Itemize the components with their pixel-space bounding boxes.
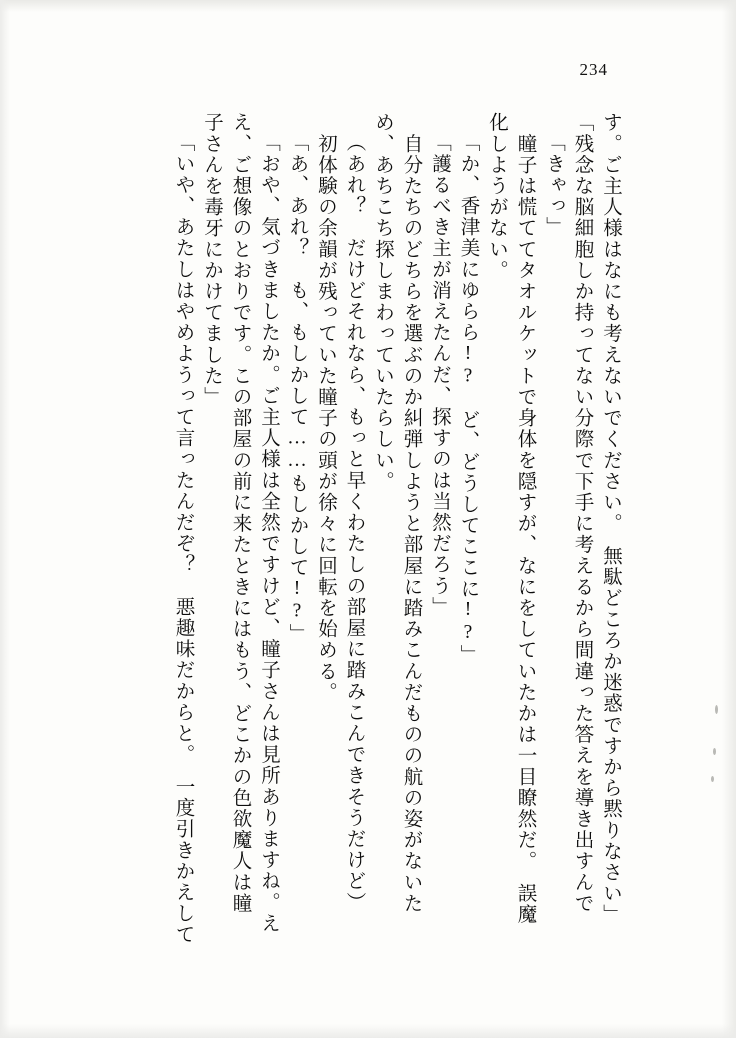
text-line: め、あちこち探しまわっていたらしい。: [372, 112, 393, 492]
text-line: 「護るべき主が消えたんだ、探すのは当然だろう」: [429, 132, 450, 618]
page-edge-right: [722, 0, 736, 1038]
page-edge-left: [0, 0, 10, 1038]
text-line: 化しようがない。: [486, 112, 507, 281]
text-line: 自分たちのどちらを選ぶのか糾弾しようと部屋に踏みこんだものの航の姿がないた: [400, 112, 422, 914]
vertical-text-block: [72, 112, 620, 952]
text-line: 初体験の余韻が残っていた瞳子の頭が徐々に回転を始める。: [315, 112, 336, 703]
text-line: 「か、香津美にゆらら!? ど、どうしてここに!?」: [457, 132, 479, 666]
text-line: 「おや、気づきましたか。ご主人様は全然ですけど、瞳子さんは見所ありますね。え: [258, 132, 279, 934]
text-line: え、ご想像のとおりです。この部屋の前に来たときにはもう、どこかの色欲魔人は瞳: [229, 112, 251, 914]
text-line: 瞳子は慌ててタオルケットで身体を隠すが、なにをしていたかは一目瞭然だ。 誤魔: [514, 112, 536, 926]
text-line: 子さんを毒牙にかけてました」: [201, 112, 222, 408]
text-line: 「きゃっ」: [543, 132, 564, 238]
scan-speck: [713, 748, 716, 755]
scan-speck: [715, 705, 718, 714]
text-line: 「あ、あれ？ も、もしかして……もしかして!?」: [286, 132, 308, 645]
page-edge-bottom: [0, 1024, 736, 1038]
page-number: 234: [579, 60, 608, 79]
text-line: す。ご主人様はなにも考えないでください。 無駄どころか迷惑ですから黙りなさい」: [600, 112, 621, 926]
text-line: 「いや、あたしはやめようって言ったんだぞ？ 悪趣味だからと。 一度引きかえして: [172, 132, 194, 946]
text-line: 「残念な脳細胞しか持ってない分際で下手に考えるから間違った答えを導き出すんで: [571, 112, 593, 914]
page-edge-top: [0, 0, 736, 12]
text-line: （あれ？ だけどそれなら、もっと早くわたしの部屋に踏みこんできそうだけど）: [343, 132, 365, 913]
scan-speck: [711, 776, 714, 782]
